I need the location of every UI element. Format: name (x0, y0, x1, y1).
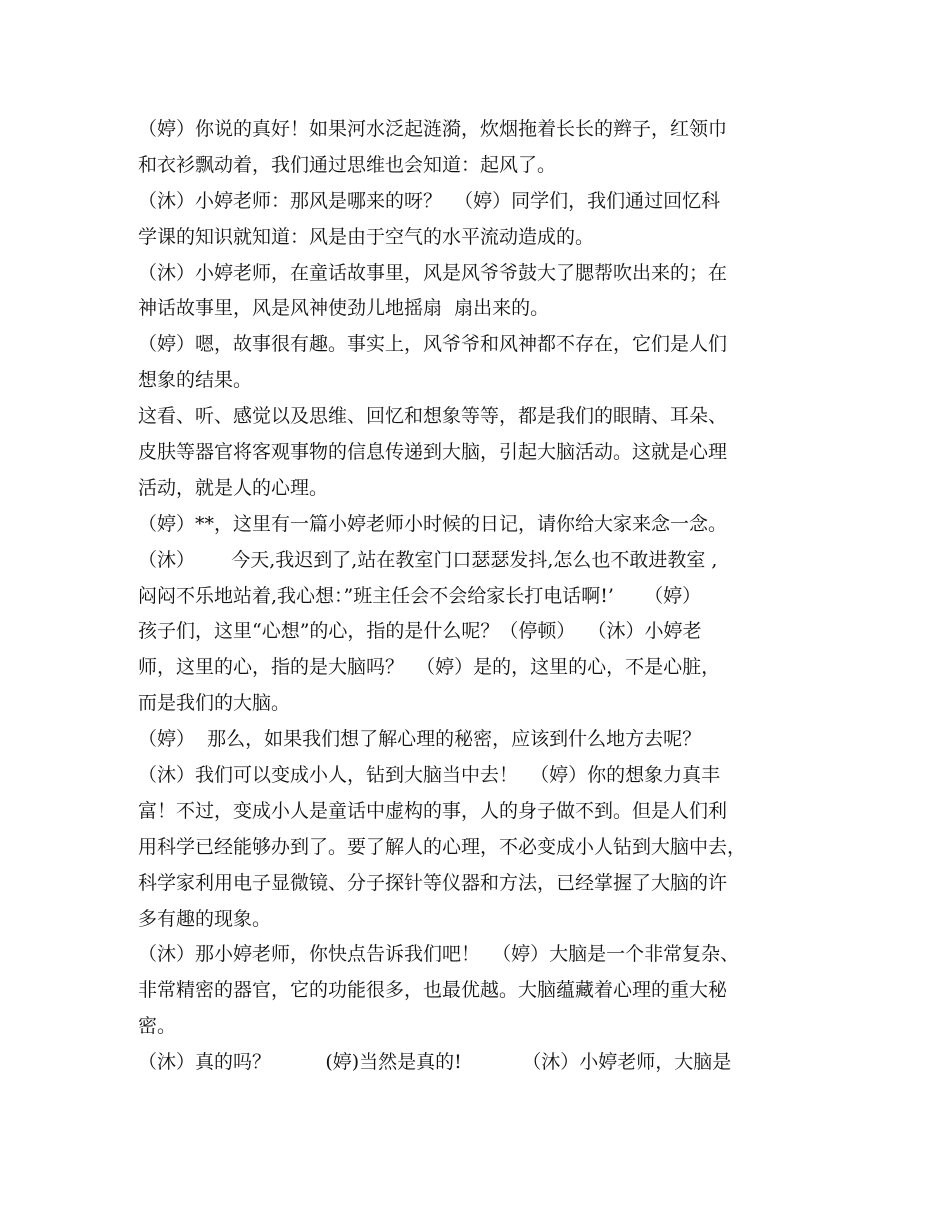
text-line: （沐） 今天,我迟到了,站在教室门口瑟瑟发抖,怎么也不敢进教室 , (138, 548, 718, 571)
text-line: 多有趣的现象。 (138, 907, 272, 930)
text-line: 而是我们的大脑。 (138, 692, 291, 715)
text-line: 皮肤等器官将客观事物的信息传递到大脑，引起大脑活动。这就是心理 (138, 441, 728, 464)
text-line: （婷）你说的真好！如果河水泛起涟漪，炊烟拖着长长的辫子，红领巾 (138, 118, 728, 140)
text-line: （沐）我们可以变成小人，钻到大脑当中去！ （婷）你的想象力真丰 (138, 764, 721, 787)
text-line: （婷）嗯，故事很有趣。事实上，风爷爷和风神都不存在，它们是人们 (138, 333, 728, 356)
text-line: （沐）真的吗？ (婷)当然是真的! （沐）小婷老师，大脑是 (138, 1051, 732, 1074)
text-line: （沐）那小婷老师，你快点告诉我们吧！ （婷）大脑是一个非常复杂、 (138, 943, 740, 966)
text-line: 富！不过，变成小人是童话中虚构的事，人的身子做不到。但是人们利 (138, 799, 728, 822)
text-line: 活动，就是人的心理。 (138, 476, 329, 499)
text-line: 孩子们，这里“心想”的心，指的是什么呢？（停顿） （沐）小婷老 (138, 620, 702, 643)
text-line: 科学家利用电子显微镜、分子探针等仪器和方法，已经掌握了大脑的许 (138, 871, 728, 894)
text-line: 学课的知识就知道：风是由于空气的水平流动造成的。 (138, 225, 595, 248)
text-line: 闷闷不乐地站着,我心想：”班主任会不会给家长打电话啊!’ （婷） (138, 584, 702, 607)
text-line: （婷） 那么，如果我们想了解心理的秘密，应该到什么地方去呢？ (138, 728, 702, 751)
text-line: 这看、听、感觉以及思维、回忆和想象等等，都是我们的眼睛、耳朵、 (138, 405, 728, 428)
text-line: 师，这里的心，指的是大脑吗？ （婷）是的，这里的心，不是心脏， (138, 656, 721, 679)
text-line: 和衣衫飘动着，我们通过思维也会知道：起风了。 (138, 153, 557, 176)
text-line: （沐）小婷老师：那风是哪来的呀？ （婷）同学们，我们通过回忆科 (138, 189, 721, 212)
text-line: 非常精密的器官，它的功能很多，也最优越。大脑蕴藏着心理的重大秘 (138, 979, 728, 1002)
text-line: 密。 (138, 1015, 177, 1038)
text-line: （婷）**，这里有一篇小婷老师小时候的日记，请你给大家来念一念。 (138, 512, 728, 535)
document-body (138, 112, 838, 1081)
text-line: 用科学已经能够办到了。要了解人的心理，不必变成小人钻到大脑中去， (138, 835, 747, 858)
text-line: 想象的结果。 (138, 369, 253, 392)
text-line: （沐）小婷老师，在童话故事里，风是风爷爷鼓大了腮帮吹出来的；在 (138, 261, 728, 284)
text-line: 神话故事里，风是风神使劲儿地摇扇 扇出来的。 (138, 297, 550, 320)
